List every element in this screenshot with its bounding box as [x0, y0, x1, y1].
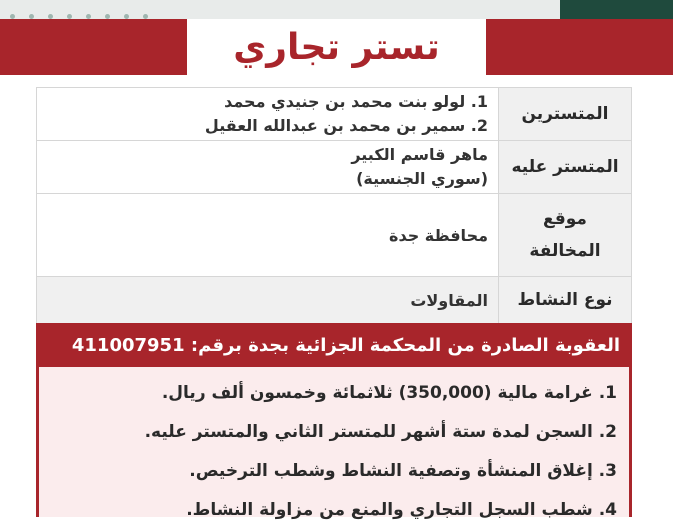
row-label: نوع النشاط	[499, 277, 632, 324]
penalty-item: 2. السجن لمدة ستة أشهر للمتستر الثاني والمتستر عليه.	[144, 422, 617, 442]
concealed-nationality: (سوري الجنسية)	[356, 169, 488, 188]
row-value: المقاولات	[37, 277, 499, 324]
penalty-item: 3. إغلاق المنشأة وتصفية النشاط وشطب الترخيص.	[189, 461, 617, 481]
row-concealed	[37, 141, 632, 194]
label-line: المخالفة	[529, 241, 601, 261]
row-label: المتسترين	[499, 88, 632, 141]
row-label: المتستر عليه	[499, 141, 632, 194]
concealer-1: 1. لولو بنت محمد بن جنيدي محمد	[224, 92, 488, 111]
row-label	[499, 194, 632, 277]
penalty-item: 1. غرامة مالية (350,000) ثلاثمائة وخمسون ألف ريال.	[161, 383, 617, 403]
label-line: موقع	[543, 209, 587, 229]
penalty-heading: العقوبة الصادرة من المحكمة الجزائية بجدة برقم: 411007951	[36, 323, 632, 367]
row-concealers	[37, 88, 632, 141]
details-table	[36, 87, 632, 324]
row-activity	[37, 277, 632, 324]
penalty-item: 4. شطب السجل التجاري والمنع من مزاولة النشاط.	[186, 500, 617, 520]
row-value: محافظة جدة	[37, 194, 499, 277]
concealer-2: 2. سمير بن محمد بن عبدالله العقيل	[204, 116, 488, 135]
penalty-list	[36, 367, 632, 520]
top-strip	[0, 0, 673, 19]
concealed-name: ماهر قاسم الكبير	[351, 145, 488, 164]
row-value	[37, 88, 499, 141]
page-title: تستر تجاري	[187, 19, 486, 75]
row-value	[37, 141, 499, 194]
brand-green-block	[560, 0, 673, 19]
row-location	[37, 194, 632, 277]
